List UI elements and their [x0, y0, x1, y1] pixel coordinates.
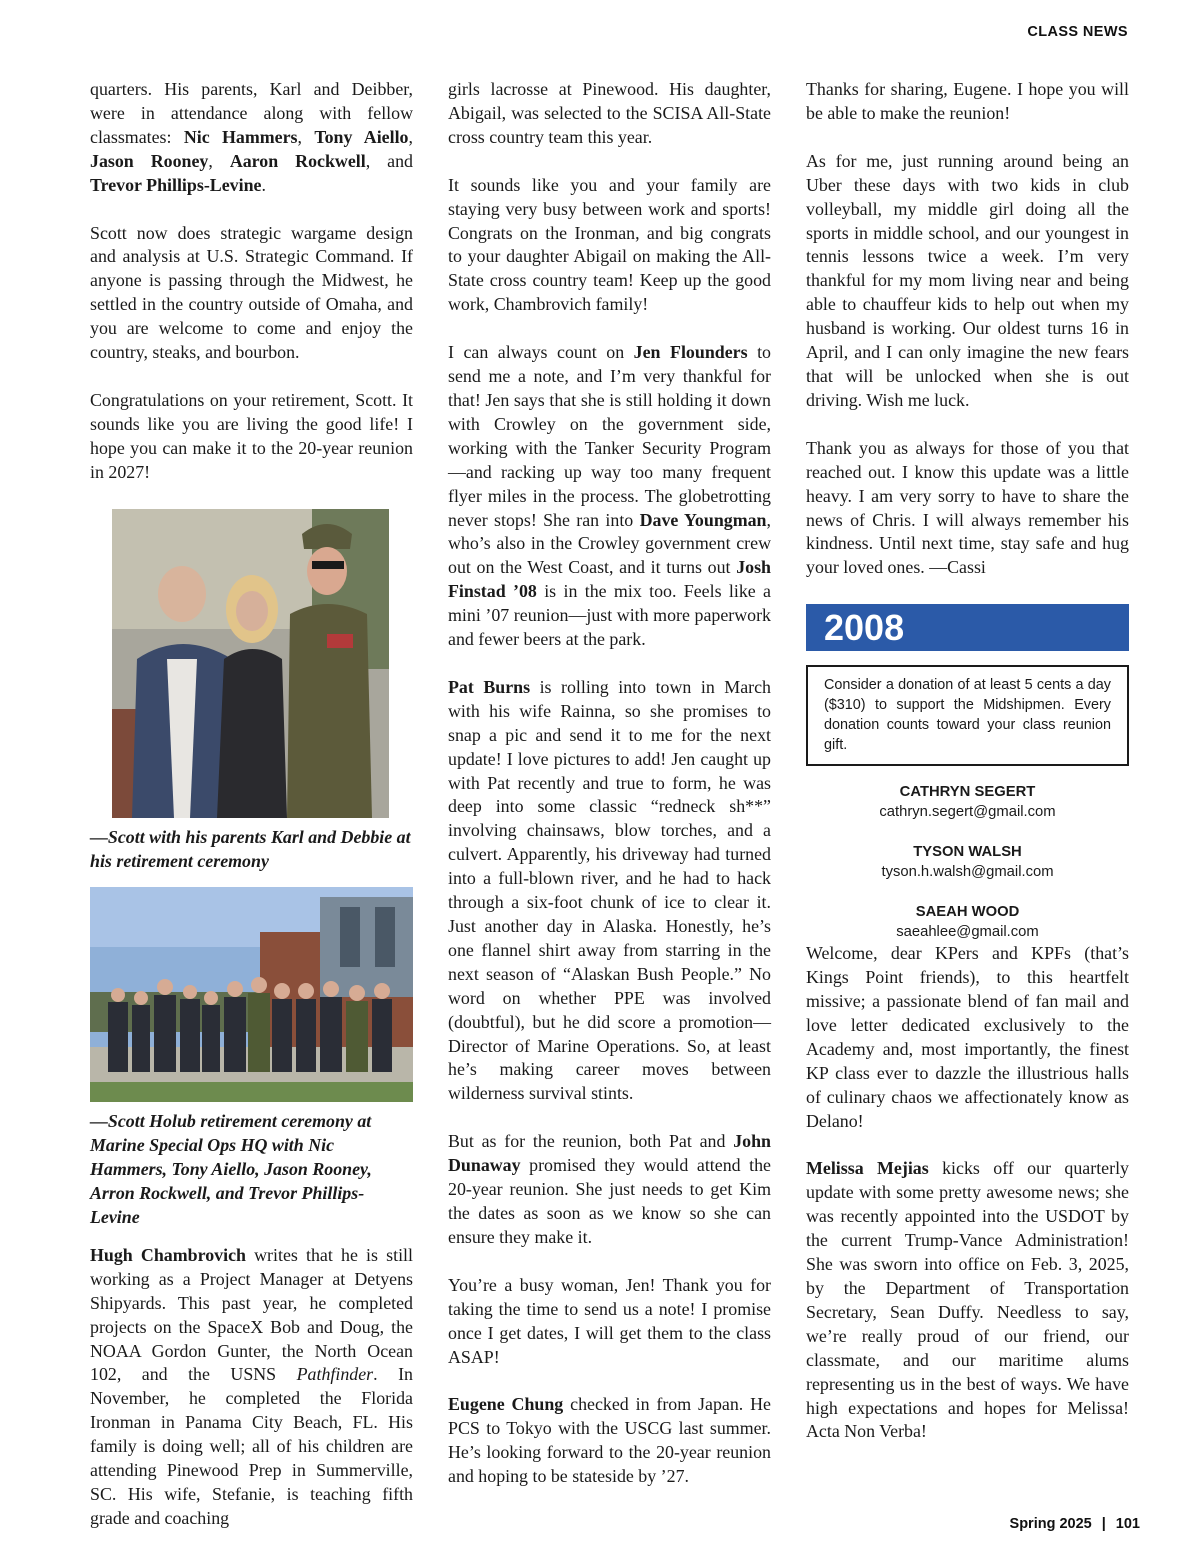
paragraph-thank-you: Thank you as always for those of you that reached out. I know this update was a little heavy. I am very sorry to have to share the news of Chris. I will always remember his kindness. Until next time, stay safe and hug your loved ones. —Cassi	[806, 437, 1129, 578]
paragraph-pat-burns: Pat Burns is rolling into town in March with his wife Rainna, so she promises to snap a pic and send it to me for the next update! I love pictures to add! Jen caught up with Pat recently and true to form, he was deep into some classic “redneck sh**” involving chainsaws, blow torches, and a culvert. Apparently, his driveway had turned into a full-blown river, and he had to hack through a six-foot chunk of ice to clear it. Just another day in Alaska. Honestly, he’s one flannel shirt away from starring in the next season of “Alaskan Bush People.” No word on whether PPE was involved (doubtful), but he did score a promotion—Director of Marine Operations. So, at least he’s making career moves between wilderness survival stints.	[448, 676, 771, 1104]
name-bold: John Dunaway	[448, 1131, 771, 1176]
page-footer	[1010, 1516, 1140, 1532]
contact-cathryn-segert	[806, 782, 1129, 822]
issue-label: Spring 2025	[1009, 1516, 1092, 1532]
ship-name: Pathfinder	[296, 1364, 374, 1385]
paragraph-quarters: quarters. His parents, Karl and Deibber, were in attendance along with fellow classmates: Nic Hammers, Tony Aiello, Jason Rooney, Aaron Rockwell, and Trevor Phillips-Levine.	[90, 79, 413, 195]
name-bold: Dave Youngman	[639, 509, 767, 530]
name-bold: Jen Flounders	[633, 342, 748, 363]
caption-photo-1: —Scott with his parents Karl and Debbie at his retirement ceremony	[90, 826, 411, 871]
paragraph-thanks-eugene: Thanks for sharing, Eugene. I hope you will be able to make the reunion!	[806, 79, 1129, 123]
paragraph-melissa-mejias: Melissa Mejias kicks off our quarterly update with some pretty awesome news; she was recently appointed into the USDOT by the current Trump-Vance Administration! She was sworn into office on Feb. 3, 2025, by the Department of Transportation Secretary, Sean Duffy. Needless to say, we’re really proud of our friend, our classmate, and our maritime alums representing us in the best of ways. We have high expectations and hopes for Melissa! Acta Non Verba!	[806, 1158, 1129, 1442]
paragraph-reunion: But as for the reunion, both Pat and John Dunaway promised they would attend the 20-year reunion. She just needs to get Kim the dates as soon as we know so she can ensure they make it.	[448, 1131, 771, 1247]
paragraph-welcome: Welcome, dear KPers and KPFs (that’s Kings Point friends), to this heartfelt missive; a passionate blend of fan mail and love letter dedicated exclusively to the Academy and, most importantly, the finest KP class ever to dazzle the illustrious halls of culinary chaos we affectionately know as Delano!	[806, 943, 1129, 1131]
photo-scott-with-parents-image	[112, 509, 389, 818]
paragraph-busy-woman: You’re a busy woman, Jen! Thank you for taking the time to send us a note! I promise once I get dates, I will get them to the class ASAP!	[448, 1274, 771, 1367]
column-3	[806, 78, 1129, 1468]
name-bold: Pat Burns	[448, 676, 531, 697]
paragraph-lacrosse: girls lacrosse at Pinewood. His daughter, Abigail, was selected to the SCISA All-State cross country team this year.	[448, 79, 771, 147]
page-number: 101	[1115, 1516, 1140, 1532]
name-bold: Hugh Chambrovich	[90, 1244, 246, 1265]
contact-saeah-wood	[806, 902, 1129, 942]
name-bold: Eugene Chung	[448, 1394, 564, 1415]
photo-retirement-group-image	[90, 887, 413, 1102]
name-bold: Tony Aiello	[314, 126, 409, 147]
paragraph-as-for-me: As for me, just running around being an Uber these days with two kids in club volleyball, my middle girl doing all the sports in middle school, and our youngest in tennis lessons twice a week. I’m very thankful for my mom living near and being able to chauffeur kids to help out when my husband is working. Our oldest turns 16 in April, and I can only imagine the new fears that will be unlocked when she is out driving. Wish me luck.	[806, 150, 1129, 410]
paragraph-congratulations: Congratulations on your retirement, Scott. It sounds like you are living the good life! I hope you can make it to the 20-year reunion in 2027!	[90, 389, 413, 482]
paragraph-jen-flounders: I can always count on Jen Flounders to send me a note, and I’m very thankful for that! Jen says that she is still holding it down with Crowley on the government side, working with the Tanker Security Program—and racking up way too many frequent flyer miles in the process. The globetrotting never stops! She ran into Dave Youngman, who’s also in the Crowley government crew out on the West Coast, and it turns out Josh Finstad ’08 is in the mix too. Feels like a mini ’07 reunion—just with more paperwork and fewer beers at the park.	[448, 342, 771, 650]
class-year-banner: 2008	[806, 604, 1129, 651]
name-bold: Josh Finstad ’08	[448, 557, 771, 602]
contact-name: CATHRYN SEGERT	[899, 784, 1036, 801]
caption-photo-2: —Scott Holub retirement ceremony at Marine Special Ops HQ with Nic Hammers, Tony Aiello, Jason Rooney, Arron Rockwell, and Trevor Phillips-Levine	[90, 1111, 372, 1228]
name-bold: Jason Rooney	[90, 150, 209, 171]
contact-email[interactable]: tyson.h.walsh@gmail.com	[881, 864, 1054, 881]
donation-box: Consider a donation of at least 5 cents a day ($310) to support the Midshipmen. Every donation counts toward your class reunion gift.	[806, 665, 1129, 766]
contact-tyson-walsh	[806, 842, 1129, 882]
name-bold: Aaron Rockwell	[229, 150, 366, 171]
contact-name: SAEAH WOOD	[915, 904, 1020, 921]
photo-scott-with-parents	[112, 509, 389, 818]
contact-name: TYSON WALSH	[913, 844, 1022, 861]
column-2	[448, 78, 771, 1513]
name-bold: Melissa Mejias	[806, 1158, 929, 1179]
footer-separator: |	[1101, 1516, 1106, 1532]
name-bold: Trevor Phillips-Levine	[90, 174, 262, 195]
paragraph-wargame: Scott now does strategic wargame design and analysis at U.S. Strategic Command. If anyone is passing through the Midwest, he settled in the country outside of Omaha, and you are welcome to come and enjoy the country, steaks, and bourbon.	[90, 222, 413, 363]
photo-retirement-group	[90, 887, 413, 1102]
paragraph-eugene-chung: Eugene Chung checked in from Japan. He PCS to Tokyo with the USCG last summer. He’s looking forward to the 20-year reunion and hoping to be stateside by ’27.	[448, 1394, 771, 1487]
section-label: CLASS NEWS	[1027, 24, 1128, 40]
contact-email[interactable]: saeahlee@gmail.com	[896, 924, 1039, 941]
name-bold: Nic Hammers	[183, 126, 298, 147]
paragraph-hugh-chambrovich: Hugh Chambrovich writes that he is still working as a Project Manager at Detyens Shipyards. This past year, he completed projects on the SpaceX Bob and Doug, the NOAA Gordon Gunter, the North Ocean 102, and the USNS Pathfinder. In November, he completed the Florida Ironman in Panama City Beach, FL. His family is doing well; all of his children are attending Pinewood Prep in Summerville, SC. His wife, Stefanie, is teaching fifth grade and coaching	[90, 1244, 413, 1528]
column-1	[90, 78, 413, 1555]
paragraph-busy-family: It sounds like you and your family are staying very busy between work and sports! Congrats on the Ironman, and big congrats to your daughter Abigail on making the All-State cross country team! Keep up the good work, Chambrovich family!	[448, 174, 771, 315]
contact-email[interactable]: cathryn.segert@gmail.com	[879, 804, 1056, 821]
